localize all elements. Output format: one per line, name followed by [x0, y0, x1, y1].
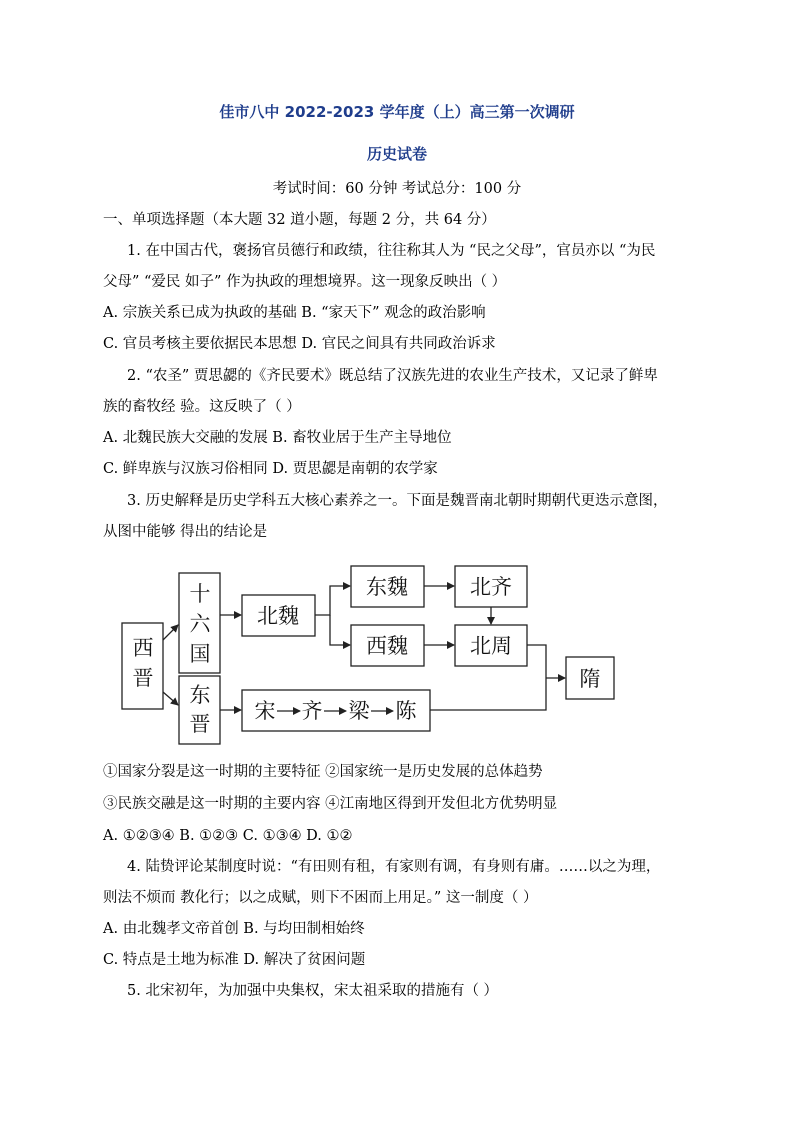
- label-dongjin-1: 东: [189, 683, 211, 707]
- label-qi: 齐: [301, 699, 323, 723]
- q1-stem-line1: 1. 在中国古代，褒扬官员德行和政绩，往往称其人为 “民之父母”，官员亦以 “为民: [127, 243, 656, 259]
- exam-title: 佳市八中 2022-2023 学年度（上）高三第一次调研: [219, 103, 575, 121]
- q1-options-line1: A. 宗族关系已成为执政的基础 B. “家天下” 观念的政治影响: [103, 305, 486, 321]
- q3-stem-line2: 从图中能够 得出的结论是: [103, 524, 268, 540]
- q2-stem-line2: 族的畜牧经 验。这反映了（ ）: [103, 399, 301, 415]
- q3-statements-line1: ①国家分裂是这一时期的主要特征 ②国家统一是历史发展的总体趋势: [103, 764, 543, 780]
- label-beiqi: 北齐: [470, 575, 512, 599]
- label-shiliuguo-3: 国: [189, 642, 211, 666]
- q4-options-line1: A. 由北魏孝文帝首创 B. 与均田制相始终: [103, 921, 365, 937]
- label-chen: 陈: [395, 699, 417, 723]
- label-liang: 梁: [348, 699, 370, 723]
- q4-stem-line1: 4. 陆贽评论某制度时说：“有田则有租，有家则有调，有身则有庸。……以之为理，: [127, 859, 661, 875]
- q1-options-line2: C. 官员考核主要依据民本思想 D. 官民之间具有共同政治诉求: [103, 336, 496, 352]
- label-xijin-1: 西: [132, 636, 154, 660]
- q2-options-line1: A. 北魏民族大交融的发展 B. 畜牧业居于生产主导地位: [103, 430, 452, 446]
- label-sui: 隋: [579, 667, 601, 691]
- label-shiliuguo-1: 十: [189, 582, 211, 606]
- label-song: 宋: [254, 699, 276, 723]
- label-xiwei: 西魏: [366, 634, 408, 658]
- label-shiliuguo-2: 六: [189, 612, 211, 636]
- q5-stem-line1: 5. 北宋初年，为加强中央集权，宋太祖采取的措施有（ ）: [127, 983, 499, 999]
- q4-stem-line2: 则法不烦而 教化行；以之成赋，则下不困而上用足。” 这一制度（ ）: [103, 890, 538, 906]
- label-beizhou: 北周: [470, 634, 512, 658]
- q3-stem-line1: 3. 历史解释是历史学科五大核心素养之一。下面是魏晋南北朝时期朝代更迭示意图，: [127, 493, 668, 509]
- exam-subtitle: 历史试卷: [366, 145, 427, 163]
- label-beiwei: 北魏: [257, 604, 299, 628]
- label-dongjin-2: 晋: [189, 712, 211, 736]
- q2-stem-line1: 2. “农圣” 贾思勰的《齐民要术》既总结了汉族先进的农业生产技术，又记录了鲜卑: [127, 368, 658, 384]
- section-heading: 一、单项选择题（本大题 32 道小题，每题 2 分，共 64 分）: [103, 212, 496, 228]
- q2-options-line2: C. 鲜卑族与汉族习俗相同 D. 贾思勰是南朝的农学家: [103, 461, 438, 477]
- q1-stem-line2: 父母” “爱民 如子” 作为执政的理想境界。这一现象反映出（ ）: [103, 274, 507, 290]
- exam-info: 考试时间：60 分钟 考试总分：100 分: [272, 181, 522, 197]
- q3-options: A. ①②③④ B. ①②③ C. ①③④ D. ①②: [103, 828, 353, 844]
- q4-options-line2: C. 特点是土地为标准 D. 解决了贫困问题: [103, 952, 366, 968]
- label-xijin-2: 晋: [132, 666, 154, 690]
- q3-statements-line2: ③民族交融是这一时期的主要内容 ④江南地区得到开发但北方优势明显: [103, 796, 558, 812]
- label-dongwei: 东魏: [366, 575, 408, 599]
